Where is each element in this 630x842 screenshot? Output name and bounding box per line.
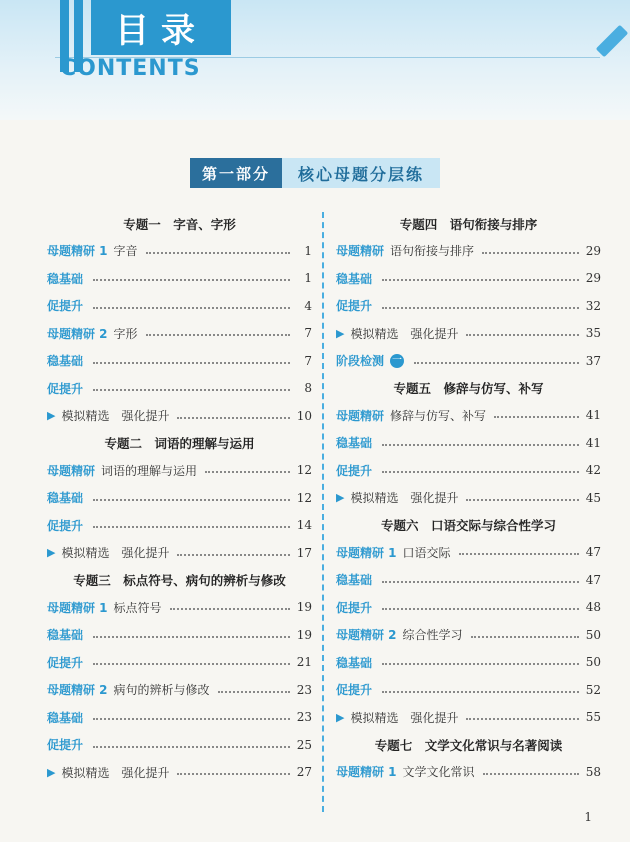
toc-entry-tag: 稳基础 [47, 354, 84, 369]
toc-entry[interactable] [336, 566, 601, 594]
dot-leader [93, 307, 290, 309]
toc-entry-tag: 促提升 [47, 655, 84, 670]
toc-topic-heading: 专题一 字音、字形 [123, 216, 236, 232]
toc-page-number: 41 [585, 408, 601, 423]
toc-entry-title: 模拟精选 强化提升 [350, 326, 459, 341]
dot-leader [218, 691, 290, 693]
dot-leader [93, 499, 290, 501]
toc-entry[interactable] [47, 621, 312, 649]
toc-entry[interactable] [47, 676, 312, 704]
toc-entry-title: 语句衔接与排序 [390, 244, 475, 259]
toc-entry-title: 文学文化常识 [402, 765, 475, 780]
toc-right-column [336, 210, 601, 786]
toc-entry-title: 口语交际 [402, 545, 451, 560]
dot-leader [459, 553, 579, 555]
toc-entry-tag: 促提升 [47, 518, 84, 533]
toc-page-number: 58 [585, 764, 601, 779]
toc-entry[interactable] [336, 758, 601, 786]
play-arrow-icon: ▶ [47, 765, 56, 779]
toc-entry-title: 模拟精选 强化提升 [350, 710, 459, 725]
dot-leader [382, 307, 579, 309]
toc-page-number: 17 [296, 545, 312, 560]
toc-entry-tag: 母题精研 1 [336, 545, 397, 560]
toc-entry-tag: 母题精研 1 [47, 600, 108, 615]
dot-leader [93, 746, 290, 748]
dot-leader [170, 608, 290, 610]
dot-leader [93, 526, 290, 528]
toc-entry[interactable] [47, 402, 312, 430]
toc-topic-heading: 专题七 文学文化常识与名著阅读 [374, 737, 563, 753]
toc-page-number: 10 [296, 408, 312, 423]
dot-leader [93, 389, 290, 391]
toc-entry-tag: 促提升 [47, 299, 84, 314]
toc-entry[interactable] [47, 512, 312, 540]
toc-entry[interactable] [47, 457, 312, 485]
dot-leader [93, 279, 290, 281]
page-title: 目录 [91, 0, 231, 55]
toc-entry[interactable] [336, 237, 601, 265]
toc-entry[interactable] [336, 484, 601, 512]
toc-page-number: 1 [304, 271, 312, 286]
dot-leader [382, 691, 579, 693]
section-part: 第一部分 [190, 158, 282, 188]
play-arrow-icon: ▶ [47, 409, 56, 423]
toc-entry[interactable] [336, 347, 601, 375]
toc-entry[interactable] [47, 375, 312, 403]
toc-entry-tag: 稳基础 [336, 436, 373, 451]
toc-entry-tag: 促提升 [336, 299, 373, 314]
toc-page-number: 4 [304, 298, 312, 313]
section-name: 核心母题分层练 [282, 158, 440, 188]
section-banner [190, 158, 440, 188]
toc-entry-tag: 母题精研 2 [336, 628, 397, 643]
dot-leader [382, 581, 579, 583]
toc-page-number: 1 [304, 243, 312, 258]
toc-entry-title: 模拟精选 强化提升 [61, 765, 170, 780]
toc-entry-title: 词语的理解与运用 [101, 463, 198, 478]
toc-entry-tag: 促提升 [336, 463, 373, 478]
toc-entry[interactable] [47, 347, 312, 375]
toc-entry[interactable] [336, 676, 601, 704]
toc-page-number: 19 [296, 627, 312, 642]
toc-entry[interactable] [47, 265, 312, 293]
toc-entry-title: 模拟精选 强化提升 [61, 409, 170, 424]
toc-entry[interactable] [47, 649, 312, 677]
dot-leader [483, 773, 579, 775]
toc-entry[interactable] [336, 265, 601, 293]
toc-entry-title: 模拟精选 强化提升 [61, 546, 170, 561]
toc-topic-heading: 专题五 修辞与仿写、补写 [393, 381, 544, 396]
toc-page-number: 35 [585, 326, 601, 341]
toc-entry-tag: 稳基础 [336, 573, 373, 588]
toc-entry[interactable] [336, 594, 601, 622]
dot-leader [382, 608, 579, 610]
toc-page-number: 45 [585, 490, 601, 505]
dot-leader [414, 362, 579, 364]
toc-entry-tag: 稳基础 [336, 271, 373, 286]
toc-entry-tag: 阶段检测 [336, 354, 385, 369]
dot-leader [177, 773, 290, 775]
toc-entry-title: 修辞与仿写、补写 [390, 408, 487, 423]
dot-leader [471, 636, 579, 638]
dot-leader [93, 663, 290, 665]
play-arrow-icon: ▶ [336, 491, 345, 505]
column-divider [322, 212, 324, 812]
toc-page-number: 47 [585, 572, 601, 587]
toc-entry-tag: 母题精研 [336, 244, 385, 259]
toc-topic-heading: 专题三 标点符号、病句的辨析与修改 [73, 573, 286, 588]
toc-page-number: 19 [296, 600, 312, 615]
toc-page-number: 29 [585, 243, 601, 258]
header-banner [0, 0, 630, 120]
toc-page-number: 50 [585, 655, 601, 670]
dot-leader [382, 279, 579, 281]
toc-entry[interactable] [336, 704, 601, 732]
toc-entry-tag: 稳基础 [47, 271, 84, 286]
play-arrow-icon: ▶ [336, 326, 345, 340]
dot-leader [382, 663, 579, 665]
toc-entry-tag: 促提升 [47, 738, 84, 753]
toc-page-number: 7 [304, 326, 312, 341]
toc-page-number: 29 [585, 271, 601, 286]
toc-page-number: 25 [296, 737, 312, 752]
dot-leader [93, 636, 290, 638]
page-subtitle: CONTENTS [60, 56, 201, 81]
toc-page-number: 32 [585, 298, 601, 313]
toc-entry-title: 标点符号 [113, 600, 162, 615]
toc-entry[interactable] [47, 237, 312, 265]
toc-entry[interactable] [336, 539, 601, 567]
toc-entry[interactable] [47, 539, 312, 567]
toc-entry[interactable] [47, 759, 312, 787]
toc-page-number: 42 [585, 463, 601, 478]
dot-leader [146, 252, 290, 254]
toc-left-column [47, 210, 312, 786]
toc-page-number: 50 [585, 627, 601, 642]
toc-page-number: 41 [585, 435, 601, 450]
toc-entry[interactable] [47, 731, 312, 759]
toc-page-number: 23 [296, 682, 312, 697]
toc-entry-title: 综合性学习 [402, 628, 463, 643]
toc-entry-tag: 稳基础 [336, 655, 373, 670]
toc-page-number: 21 [296, 655, 312, 670]
toc-entry[interactable] [336, 320, 601, 348]
toc-entry-tag: 促提升 [47, 381, 84, 396]
toc-page-number: 12 [296, 490, 312, 505]
toc-page-number: 48 [585, 600, 601, 615]
toc-entry-tag: 稳基础 [47, 710, 84, 725]
page-number: 1 [584, 810, 592, 824]
toc-entry[interactable] [47, 594, 312, 622]
toc-entry[interactable] [336, 649, 601, 677]
toc-entry[interactable] [336, 292, 601, 320]
toc-entry[interactable] [47, 484, 312, 512]
toc-entry-tag: 母题精研 [336, 408, 385, 423]
dot-leader [177, 417, 290, 419]
pencil-icon [596, 25, 629, 58]
play-arrow-icon: ▶ [47, 546, 56, 560]
toc-page-number: 47 [585, 545, 601, 560]
toc-topic-heading: 专题二 词语的理解与运用 [104, 436, 255, 451]
dot-leader [494, 416, 579, 418]
toc-entry-tag: 稳基础 [47, 491, 84, 506]
toc-entry-title: 字形 [113, 326, 138, 341]
toc-topic-heading: 专题六 口语交际与综合性学习 [380, 518, 556, 533]
toc-page-number: 12 [296, 463, 312, 478]
toc-entry[interactable] [336, 621, 601, 649]
play-arrow-icon: ▶ [336, 710, 345, 724]
dot-leader [482, 252, 579, 254]
toc-page-number: 52 [585, 682, 601, 697]
dot-leader [382, 444, 579, 446]
toc-page-number: 7 [304, 353, 312, 368]
toc-entry[interactable] [336, 429, 601, 457]
toc-entry[interactable] [47, 320, 312, 348]
toc-entry-tag: 母题精研 2 [47, 683, 108, 698]
dot-leader [177, 554, 290, 556]
toc-entry-tag: 母题精研 1 [47, 244, 108, 259]
toc-entry[interactable] [47, 292, 312, 320]
toc-entry-title: 字音 [113, 244, 138, 259]
toc-page-number: 23 [296, 710, 312, 725]
toc-page-number: 37 [585, 353, 601, 368]
dot-leader [466, 334, 579, 336]
toc-entry-tag: 母题精研 [47, 463, 96, 478]
toc-entry-tag: 母题精研 1 [336, 765, 397, 780]
toc-page-number: 27 [296, 765, 312, 780]
toc-entry-tag: 促提升 [336, 683, 373, 698]
toc-page-number: 14 [296, 518, 312, 533]
toc-entry-tag: 促提升 [336, 600, 373, 615]
toc-page-number: 55 [585, 710, 601, 725]
toc-entry-title: 病句的辨析与修改 [113, 683, 210, 698]
dot-leader [466, 718, 579, 720]
dot-leader [93, 362, 290, 364]
dot-leader [205, 471, 290, 473]
stage-number-badge: 一 [392, 354, 403, 366]
dot-leader [146, 334, 290, 336]
dot-leader [382, 471, 579, 473]
toc-entry[interactable] [336, 402, 601, 430]
toc-topic-heading: 专题四 语句衔接与排序 [399, 216, 538, 232]
toc-page-number: 8 [304, 381, 312, 396]
toc-entry-title: 模拟精选 强化提升 [350, 491, 459, 506]
toc-entry[interactable] [47, 704, 312, 732]
dot-leader [93, 718, 290, 720]
toc-entry-tag: 母题精研 2 [47, 326, 108, 341]
toc-entry[interactable] [336, 457, 601, 485]
dot-leader [466, 499, 579, 501]
toc-entry-tag: 稳基础 [47, 628, 84, 643]
